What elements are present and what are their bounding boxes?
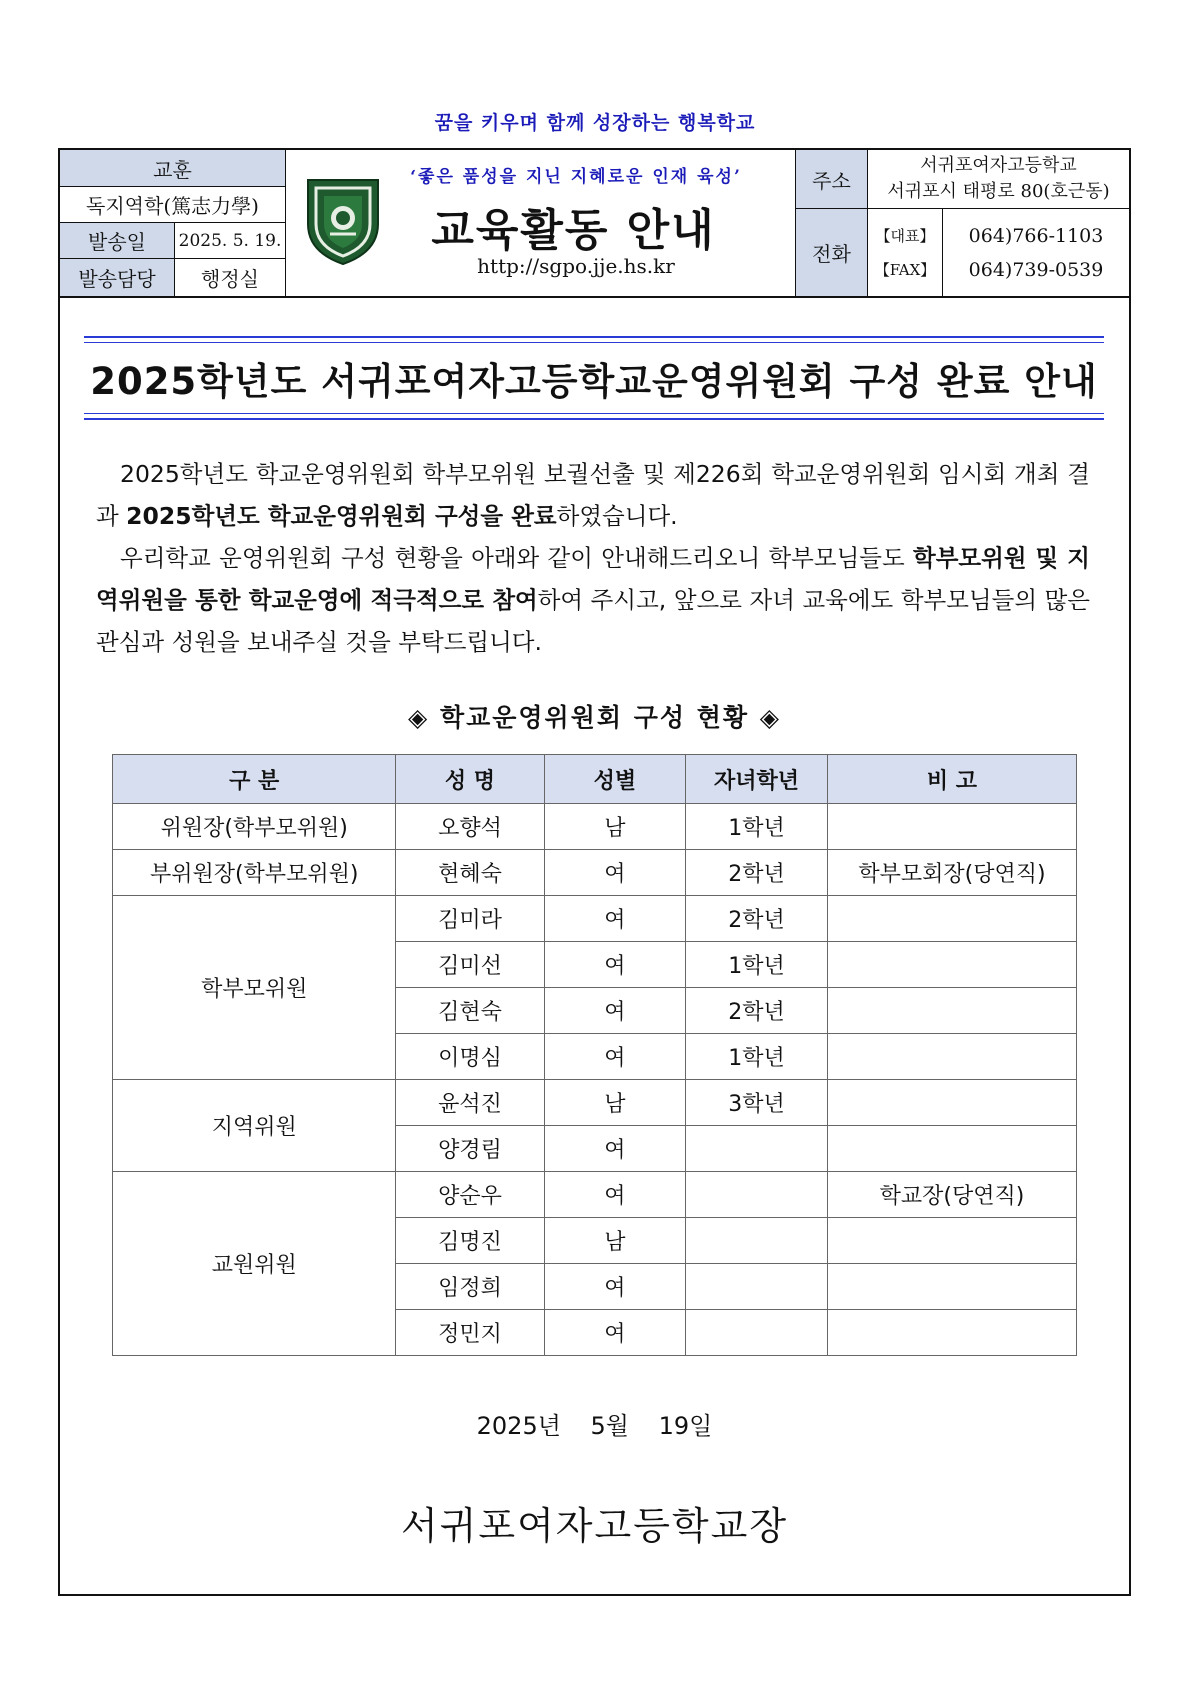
cell-category: 교원위원 — [113, 1172, 396, 1356]
notice-body — [96, 453, 1090, 663]
cell-note — [827, 1218, 1076, 1264]
cell-name: 임정희 — [396, 1264, 544, 1310]
cell-grade — [686, 1172, 828, 1218]
cell-gender: 여 — [544, 1126, 686, 1172]
address-line-2: 서귀포시 태평로 80(호근동) — [887, 181, 1110, 202]
cell-grade: 1학년 — [686, 942, 828, 988]
cell-note — [827, 896, 1076, 942]
cell-note — [827, 1310, 1076, 1356]
sender-value: 행정실 — [175, 258, 285, 296]
table-row — [113, 850, 1077, 896]
sender-label: 발송담당 — [60, 258, 175, 296]
paragraph-2: 우리학교 운영위원회 구성 현황을 아래와 같이 안내해드리오니 학부모님들도 학부모위원 및 지역위원을 통한 학교운영에 적극적으로 참여하여 주시고, 앞으로 자녀 교육에도 학부모님들의 많은 관심과 성원을 보내주실 것을 부탁드립니다. — [96, 544, 1090, 656]
phone-main: 064)766-1103 — [968, 224, 1104, 247]
cell-note: 학부모회장(당연직) — [827, 850, 1076, 896]
cell-note — [827, 1034, 1076, 1080]
cell-name: 현혜숙 — [396, 850, 544, 896]
table-header-row — [113, 755, 1077, 804]
header-gender: 성별 — [544, 755, 686, 804]
address-value — [867, 150, 1129, 208]
cell-name: 김현숙 — [396, 988, 544, 1034]
cell-note — [827, 988, 1076, 1034]
fax-number: 064)739-0539 — [968, 258, 1104, 281]
table-row — [113, 896, 1077, 942]
committee-roster-table — [112, 754, 1077, 1356]
header-note: 비 고 — [827, 755, 1076, 804]
fax-label: 【FAX】 — [874, 260, 936, 279]
table-title: ◈ 학교운영위원회 구성 현황 ◈ — [408, 703, 781, 732]
motto-value: 독지역학(篤志力學) — [60, 186, 285, 222]
cell-grade: 2학년 — [686, 896, 828, 942]
cell-grade: 3학년 — [686, 1080, 828, 1126]
cell-note — [827, 1080, 1076, 1126]
cell-note — [827, 804, 1076, 850]
cell-grade: 2학년 — [686, 850, 828, 896]
document-frame — [58, 148, 1131, 1596]
notice-title: 2025학년도 서귀포여자고등학교운영위원회 구성 완료 안내 — [90, 360, 1098, 403]
letterhead-center — [285, 150, 795, 296]
header-name: 성 명 — [396, 755, 544, 804]
cell-gender: 남 — [544, 1218, 686, 1264]
cell-note — [827, 1126, 1076, 1172]
cell-category: 지역위원 — [113, 1080, 396, 1172]
cell-grade: 1학년 — [686, 1034, 828, 1080]
sent-date-label: 발송일 — [60, 222, 175, 258]
header-category: 구 분 — [113, 755, 396, 804]
cell-gender: 여 — [544, 1310, 686, 1356]
address-label: 주소 — [795, 150, 867, 208]
cell-name: 김미선 — [396, 942, 544, 988]
phone-numbers — [942, 208, 1129, 296]
cell-name: 양순우 — [396, 1172, 544, 1218]
cell-note — [827, 942, 1076, 988]
cell-name: 윤석진 — [396, 1080, 544, 1126]
school-motto: ‘좋은 품성을 지닌 지혜로운 인재 육성’ — [410, 167, 742, 187]
cell-name: 김미라 — [396, 896, 544, 942]
cell-category: 학부모위원 — [113, 896, 396, 1080]
cell-grade — [686, 1264, 828, 1310]
school-url[interactable]: http://sgpo.jje.hs.kr — [477, 254, 675, 278]
address-line-1: 서귀포여자고등학교 — [920, 155, 1077, 176]
phone-label: 전화 — [795, 208, 867, 296]
letterhead — [60, 150, 1129, 298]
cell-gender: 남 — [544, 1080, 686, 1126]
motto-label: 교훈 — [60, 150, 285, 186]
sent-date-value: 2025. 5. 19. — [175, 222, 285, 258]
cell-name: 양경림 — [396, 1126, 544, 1172]
header-grade: 자녀학년 — [686, 755, 828, 804]
cell-note: 학교장(당연직) — [827, 1172, 1076, 1218]
cell-name: 정민지 — [396, 1310, 544, 1356]
phone-type-labels — [867, 208, 942, 296]
cell-gender: 여 — [544, 1172, 686, 1218]
cell-grade — [686, 1310, 828, 1356]
issue-date: 2025년 5월 19일 — [476, 1412, 713, 1440]
cell-gender: 남 — [544, 804, 686, 850]
slogan: 꿈을 키우며 함께 성장하는 행복학교 — [434, 112, 756, 134]
cell-gender: 여 — [544, 988, 686, 1034]
cell-gender: 여 — [544, 896, 686, 942]
cell-category: 부위원장(학부모위원) — [113, 850, 396, 896]
cell-grade — [686, 1218, 828, 1264]
cell-gender: 여 — [544, 1034, 686, 1080]
table-row — [113, 1172, 1077, 1218]
school-emblem-icon — [304, 174, 382, 266]
table-row — [113, 1080, 1077, 1126]
cell-gender: 여 — [544, 942, 686, 988]
cell-name: 김명진 — [396, 1218, 544, 1264]
signature: 서귀포여자고등학교장 — [400, 1504, 789, 1548]
phone-main-label: 【대표】 — [875, 226, 935, 245]
cell-note — [827, 1264, 1076, 1310]
cell-grade — [686, 1126, 828, 1172]
notice-title-bar — [84, 336, 1104, 420]
table-row — [113, 804, 1077, 850]
document-type-title: 교육활동 안내 — [431, 205, 716, 256]
cell-name: 오향석 — [396, 804, 544, 850]
paragraph-1: 2025학년도 학교운영위원회 학부모위원 보궐선출 및 제226회 학교운영위원회 임시회 개최 결과 2025학년도 학교운영위원회 구성을 완료하였습니다. — [96, 460, 1090, 530]
cell-name: 이명심 — [396, 1034, 544, 1080]
cell-grade: 1학년 — [686, 804, 828, 850]
cell-grade: 2학년 — [686, 988, 828, 1034]
cell-gender: 여 — [544, 850, 686, 896]
cell-category: 위원장(학부모위원) — [113, 804, 396, 850]
cell-gender: 여 — [544, 1264, 686, 1310]
